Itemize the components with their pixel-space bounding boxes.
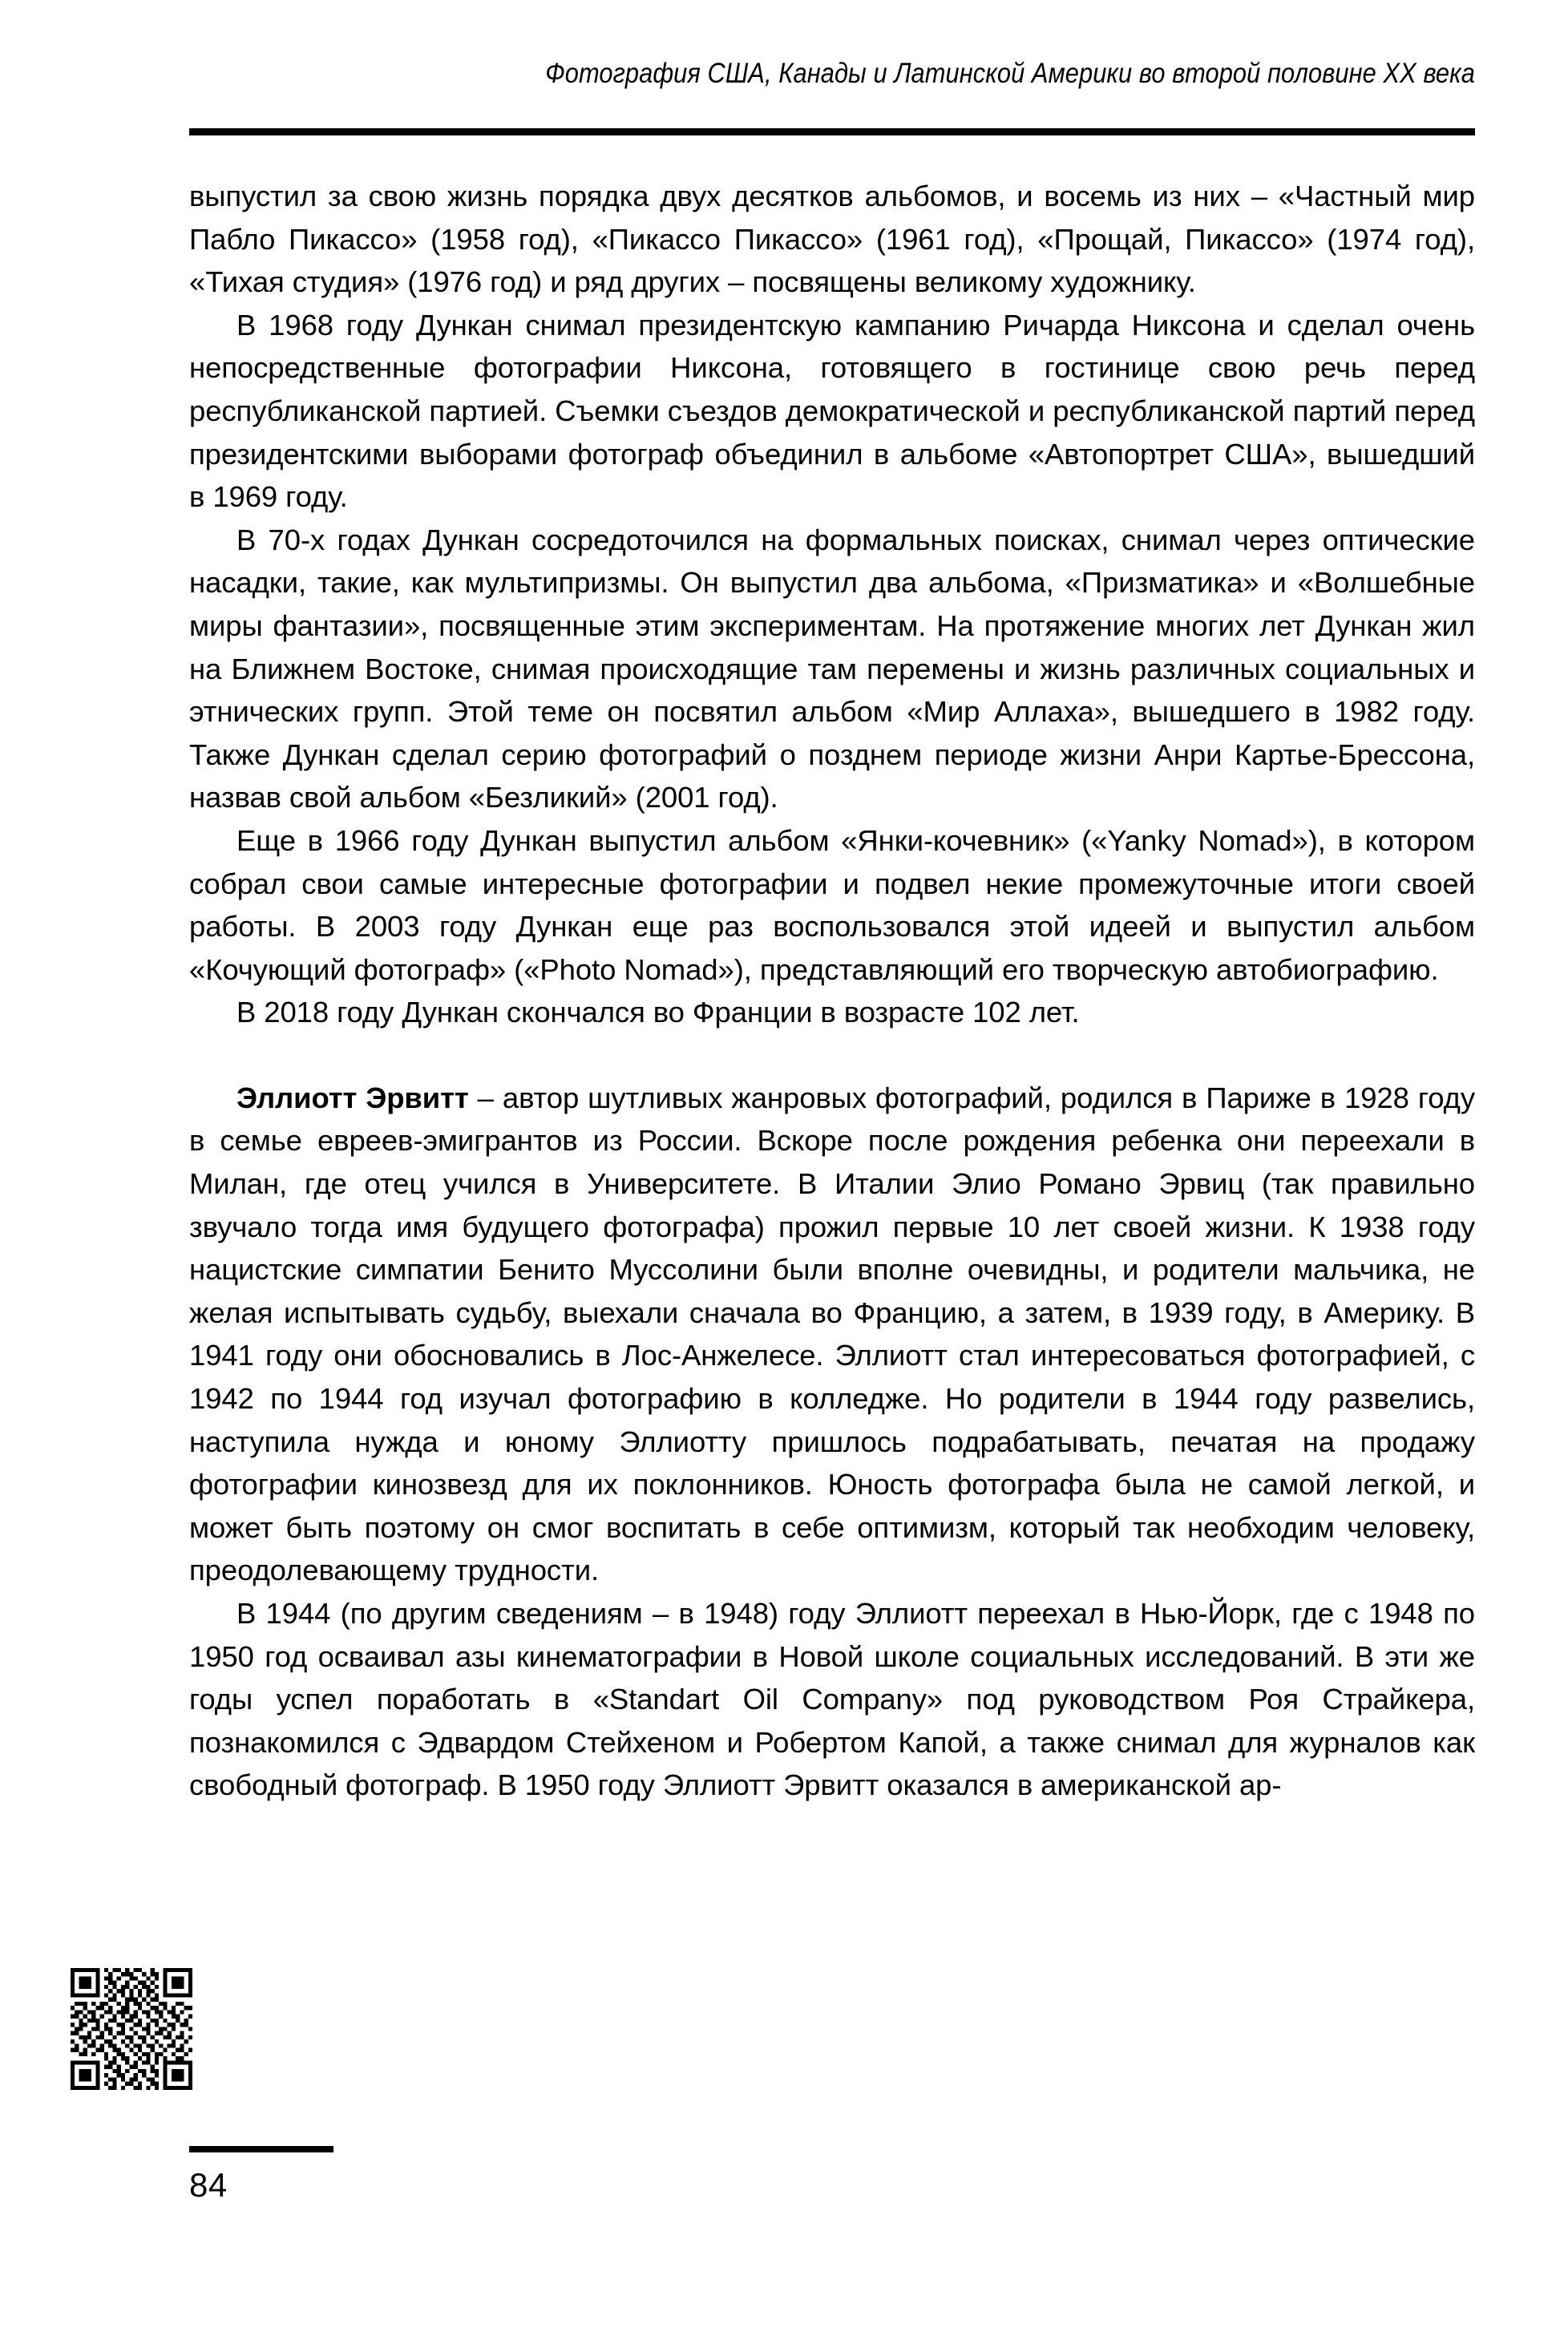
running-head: Фотография США, Канады и Латинской Америки во второй половине XX века	[545, 58, 1476, 89]
section-lead-rest: – автор шутливых жанровых фотографий, родился в Париже в 1928 году в семье евреев-эмигрантов из России. Вскоре после рождения ребенка они переехали в Милан, где отец учился в Университете. В Италии Элио Романо Эрвиц (так правильно звучало тогда имя будущего фотографа) прожил первые 10 лет своей жизни. К 1938 году нацистские симпатии Бенито Муссолини были вполне очевидны, и родители мальчика, не желая испытывать судьбу, выехали сначала во Францию, а затем, в 1939 году, в Америку. В 1941 году они обосновались в Лос-Анжелесе. Эллиотт стал интересоваться фотографией, с 1942 по 1944 год изучал фотографию в колледже. Но родители в 1944 году развелись, наступила нужда и юному Эллиотту пришлось подрабатывать, печатая на продажу фотографии кинозвезд для их поклонников. Юность фотографа была не самой легкой, и может быть поэтому он смог воспитать в себе оптимизм, который так необходим человеку, преодолевающему трудности.	[189, 1081, 1475, 1587]
footer-divider-rule	[189, 2146, 333, 2152]
header-divider-rule	[189, 128, 1475, 135]
paragraph-1: выпустил за свою жизнь порядка двух десятков альбомов, и восемь из них – «Частный мир Пабло Пикассо» (1958 год), «Пикассо Пикассо» (1961 год), «Прощай, Пикассо» (1974 год), «Тихая студия» (1976 год) и ряд других – посвящены великому художнику.	[189, 180, 1475, 299]
paragraph-7: В 1944 (по другим сведениям – в 1948) году Эллиотт переехал в Нью-Йорк, где с 1948 по 1950 год осваивал азы кинематографии в Новой школе социальных исследований. В эти же годы успел поработать в «Standart Oil Company» под руководством Роя Страйкера, познакомился с Эдвардом Стейхеном и Робертом Капой, а также снимал для журналов как свободный фотограф. В 1950 году Эллиотт Эрвитт оказался в американской ар-	[189, 1597, 1475, 1802]
paragraph-4: Еще в 1966 году Дункан выпустил альбом «Янки-кочевник» («Yanky Nomad»), в котором собрал свои самые интересные фотографии и подвел некие промежуточные итоги своей работы. В 2003 году Дункан еще раз воспользовался этой идеей и выпустил альбом «Кочующий фотограф» («Photo Nomad»), представляющий его творческую автобиографию.	[189, 823, 1475, 986]
paragraph-5: В 2018 году Дункан скончался во Франции в возрасте 102 лет.	[236, 996, 1080, 1029]
page-number: 84	[189, 2166, 228, 2204]
paragraph-2: В 1968 году Дункан снимал президентскую кампанию Ричарда Никсона и сделал очень непосредственные фотографии Никсона, готовящего в гостинице свою речь перед республиканской партией. Съемки съездов демократической и республиканской партий перед президентскими выборами фотограф объединил в альбоме «Автопортрет США», вышедший в 1969 году.	[189, 308, 1475, 514]
paragraph-3: В 70-х годах Дункан сосредоточился на формальных поисках, снимал через оптические насадки, такие, как мультипризмы. Он выпустил два альбома, «Призматика» и «Волшебные миры фантазии», посвященные этим экспериментам. На протяжение многих лет Дункан жил на Ближнем Востоке, снимая происходящие там перемены и жизнь различных социальных и этнических групп. Этой теме он посвятил альбом «Мир Аллаха», вышедшего в 1982 году. Также Дункан сделал серию фотографий о позднем периоде жизни Анри Картье-Брессона, назвав свой альбом «Безликий» (2001 год).	[189, 523, 1475, 814]
section-lead-name: Эллиотт Эрвитт	[236, 1081, 469, 1114]
body-text-column	[189, 175, 1475, 1807]
qr-code	[71, 1968, 192, 2090]
section-paragraph-elliott-erwitt	[189, 1077, 1475, 1592]
